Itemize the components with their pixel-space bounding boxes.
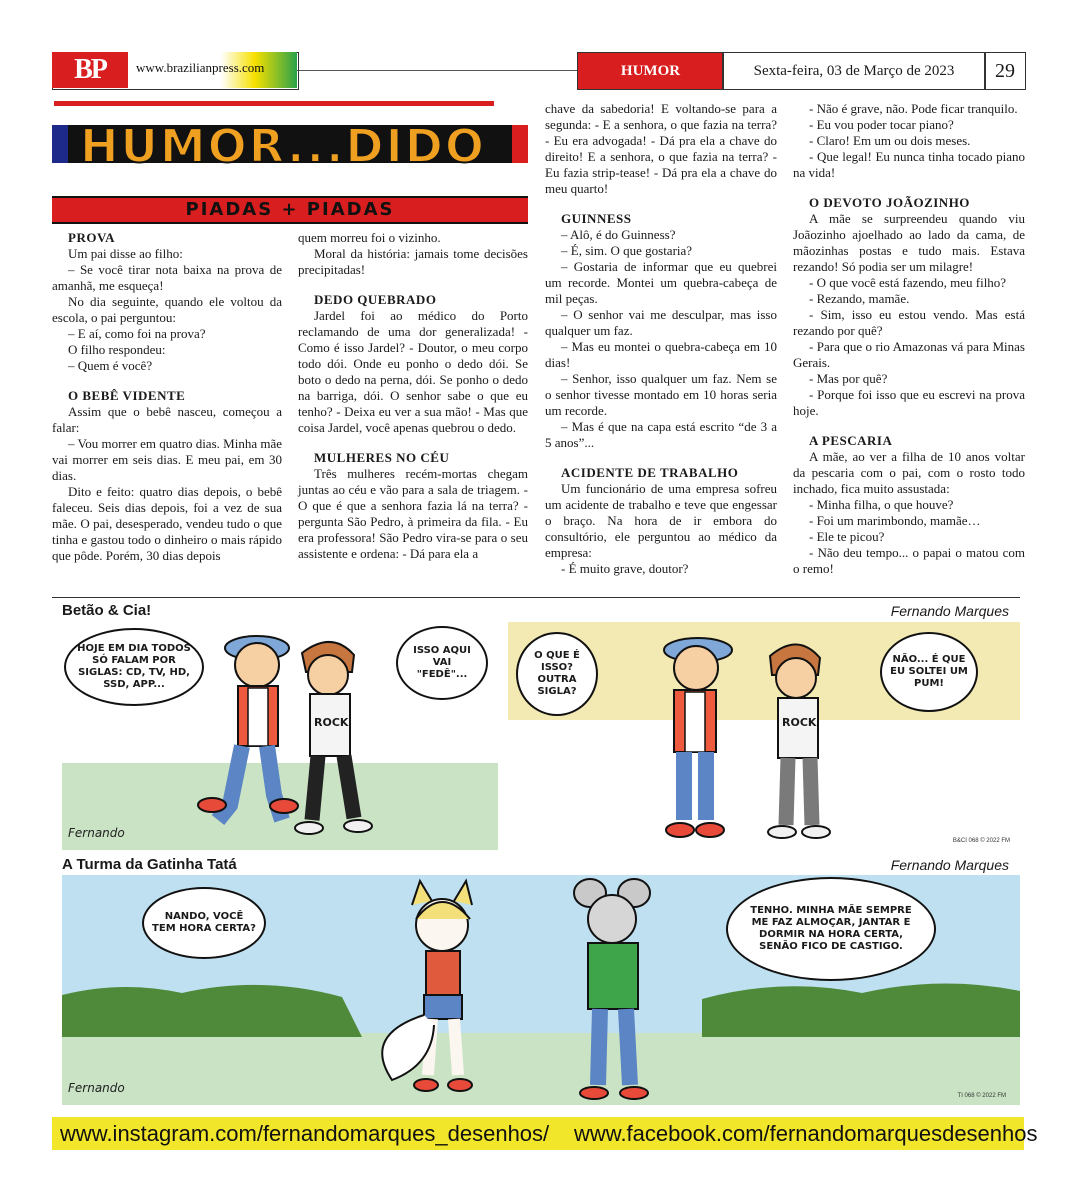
header-divider [297, 70, 577, 71]
joke-heading: ACIDENTE DE TRABALHO [561, 465, 739, 480]
joke-paragraph: – E aí, como foi na prova? [68, 326, 206, 341]
joke-paragraph: quem morreu foi o vizinho. [298, 230, 441, 245]
joke-paragraph: Um pai disse ao filho: [68, 246, 183, 261]
paragraph-gap [545, 451, 777, 465]
strip-credit: B&CI 068 © 2022 FM [952, 838, 1010, 844]
nando-character [295, 642, 372, 834]
artist-signature: Fernando [68, 826, 125, 840]
paragraph-gap [298, 436, 528, 450]
joke-paragraph: - Mas por quê? [809, 371, 888, 386]
joke-paragraph: chave da sabedoria! E voltando-se para a segunda: - E a senhora, o que fazia na terra? - Eu era advogada! - Dá pra ela a chave do direito! E a senhora, o que fazia na terra? - Eu fazia strip-tease! - Dá pra ela a chave do meu quarto! [545, 101, 777, 196]
issue-date: Sexta-feira, 03 de Março de 2023 [722, 52, 986, 90]
joke-paragraph: - Não deu tempo... o papai o matou com o remo! [793, 545, 1025, 576]
speech-bubble: NÃO... É QUE EU SOLTEI UM PUM! [880, 632, 978, 712]
joke-paragraph: Três mulheres recém-mortas chegam juntas ao céu e vão para a sala de triagem. - O que é que a senhora fazia lá na terra? - pergunta São Pedro, à primeira da fila. - Eu era professora! São Pedro vira-se para o seu assistente e ordena: - Dá para ela a [298, 466, 528, 561]
instagram-link[interactable]: www.instagram.com/fernandomarques_desenhos/ [60, 1121, 550, 1146]
joke-paragraph: – É, sim. O que gostaria? [561, 243, 693, 258]
strip-title: Betão & Cia! [62, 602, 152, 619]
joke-paragraph: Dito e feito: quatro dias depois, o bebê faleceu. Seis dias depois, foi a vez de sua mãe. O pai, desesperado, vendeu tudo o que tinha e gastou todo o dinheiro o mais rápido que pôde. Porém, 30 dias depois [52, 484, 282, 563]
tata-cat-character [382, 881, 472, 1091]
nando-mouse-character [574, 879, 650, 1099]
joke-paragraph: - Claro! Em um ou dois meses. [809, 133, 971, 148]
article-column-3 [545, 101, 777, 577]
joke-paragraph: Assim que o bebê nasceu, começou a falar: [52, 404, 282, 435]
joke-paragraph: – Se você tirar nota baixa na prova de amanhã, me esqueça! [52, 262, 282, 293]
joke-paragraph: - Sim, isso eu estou vendo. Mas está rezando por quê? [793, 307, 1025, 338]
comic-panel-2 [508, 620, 1020, 850]
joke-paragraph: - Minha filha, o que houve? [809, 497, 954, 512]
artist-signature: Fernando [68, 1081, 125, 1095]
joke-heading: O DEVOTO JOÃOZINHO [809, 195, 970, 210]
section-label: HUMOR [577, 52, 724, 90]
paragraph-gap [793, 181, 1025, 195]
joke-paragraph: – Mas é que na capa está escrito “de 3 a 5 anos”... [545, 419, 777, 450]
joke-paragraph: - Eu vou poder tocar piano? [809, 117, 954, 132]
joke-paragraph: - Porque foi isso que eu escrevi na prova hoje. [793, 387, 1025, 418]
strip-author: Fernando Marques [890, 603, 1009, 619]
joke-paragraph: A mãe se surpreendeu quando viu Joãozinho ajoelhado ao lado da cama, de mãozinhas postas e tudo mais. Estava rezando! Só podia ser um milagre! [793, 211, 1025, 274]
joke-paragraph: - É muito grave, doutor? [561, 561, 689, 576]
joke-paragraph: – O senhor vai me desculpar, mas isso qualquer um faz. [545, 307, 777, 338]
joke-paragraph: – Mas eu montei o quebra-cabeça em 10 dias! [545, 339, 777, 370]
joke-paragraph: Um funcionário de uma empresa sofreu um acidente de trabalho e teve que engessar o braço. Na hora de ir embora do consultório, ele perguntou ao médico da empresa: [545, 481, 777, 560]
social-footer [52, 1117, 1038, 1150]
joke-heading: GUINNESS [561, 211, 632, 226]
joke-paragraph: - Para que o rio Amazonas vá para Minas Gerais. [793, 339, 1025, 370]
nando-character [768, 644, 830, 838]
speech-bubble: NANDO, VOCÊ TEM HORA CERTA? [142, 887, 266, 959]
facebook-link[interactable]: www.facebook.com/fernandomarquesdesenhos [574, 1121, 1038, 1146]
humordido-logo [80, 110, 500, 182]
joke-paragraph: – Gostaria de informar que eu quebrei um recorde. Montei um quebra-cabeça de mil peças. [545, 259, 777, 306]
bushes-left [62, 985, 362, 1037]
joke-paragraph: - Não é grave, não. Pode ficar tranquilo. [809, 101, 1018, 116]
joke-paragraph: – Senhor, isso qualquer um faz. Nem se o senhor tivesse montado em 10 horas seria um recorde. [545, 371, 777, 418]
speech-bubble: O QUE É ISSO? OUTRA SIGLA? [516, 632, 598, 716]
website-url[interactable]: www.brazilianpress.com [136, 60, 265, 75]
strip-credit: TI 068 © 2022 FM [957, 1093, 1006, 1099]
paragraph-gap [793, 419, 1025, 433]
joke-paragraph: Moral da história: jamais tome decisões precipitadas! [298, 246, 528, 277]
strip-title: A Turma da Gatinha Tatá [62, 856, 237, 873]
strip-author: Fernando Marques [890, 857, 1009, 873]
joke-paragraph: - O que você está fazendo, meu filho? [809, 275, 1007, 290]
comic-panel-3 [62, 875, 1020, 1105]
rock-shirt-label: ROCK [314, 716, 349, 729]
betao-character [664, 638, 732, 837]
joke-heading: DEDO QUEBRADO [314, 292, 437, 307]
joke-heading: MULHERES NO CÉU [314, 450, 450, 465]
joke-paragraph: - Que legal! Eu nunca tinha tocado piano na vida! [793, 149, 1025, 180]
joke-paragraph: – Vou morrer em quatro dias. Minha mãe vai morrer em seis dias. E meu pai, em 30 dias. [52, 436, 282, 483]
joke-paragraph: - Ele te picou? [809, 529, 885, 544]
article-column-4 [793, 101, 1025, 577]
article-column-1 [52, 230, 282, 564]
joke-heading: A PESCARIA [809, 433, 893, 448]
speech-bubble: HOJE EM DIA TODOS SÓ FALAM POR SIGLAS: CD, TV, HD, SSD, APP... [64, 628, 204, 706]
comic-panel-1 [62, 620, 498, 850]
joke-paragraph: A mãe, ao ver a filha de 10 anos voltar da pescaria com o pai, com o rosto todo inchado, fica muito assustada: [793, 449, 1025, 496]
speech-bubble: TENHO. MINHA MÃE SEMPRE ME FAZ ALMOÇAR, JANTAR E DORMIR NA HORA CERTA, SENÃO FICO DE CASTIGO. [726, 877, 936, 981]
paragraph-gap [52, 374, 282, 388]
joke-paragraph: Jardel foi ao médico do Porto reclamando de uma dor generalizada! - Como é isso Jardel? - Doutor, o meu corpo todo dói. Onde eu ponho o dedo dói. Se boto o dedo na perna, dói. Se ponho o dedo na barriga, dói. O senhor sabe o que eu tenho? - Deixa eu ver a sua mão! - Mas que coisa Jardel, você apenas quebrou o dedo. [298, 308, 528, 435]
joke-paragraph: – Alô, é do Guinness? [561, 227, 676, 242]
bushes-right [702, 983, 1020, 1037]
joke-paragraph: O filho respondeu: [68, 342, 166, 357]
comics-divider [52, 597, 1020, 598]
joke-heading: O BEBÊ VIDENTE [68, 388, 186, 403]
humordido-logo-text: HUMOR...DIDO [80, 119, 487, 173]
joke-heading: PROVA [68, 230, 116, 245]
bp-logo: BP [52, 52, 128, 88]
paragraph-gap [545, 197, 777, 211]
piadas-subtitle: PIADAS + PIADAS [52, 196, 528, 224]
page-number: 29 [984, 52, 1026, 90]
rock-shirt-label: ROCK [782, 716, 817, 729]
betao-character [198, 636, 298, 820]
joke-paragraph: - Foi um marimbondo, mamãe… [809, 513, 981, 528]
joke-paragraph: - Rezando, mamãe. [809, 291, 910, 306]
paragraph-gap [298, 278, 528, 292]
joke-paragraph: No dia seguinte, quando ele voltou da escola, o pai perguntou: [52, 294, 282, 325]
joke-paragraph: – Quem é você? [68, 358, 153, 373]
banner-top-bar [54, 101, 494, 106]
speech-bubble: ISSO AQUI VAI "FEDÊ"... [396, 626, 488, 700]
article-column-2 [298, 230, 528, 562]
